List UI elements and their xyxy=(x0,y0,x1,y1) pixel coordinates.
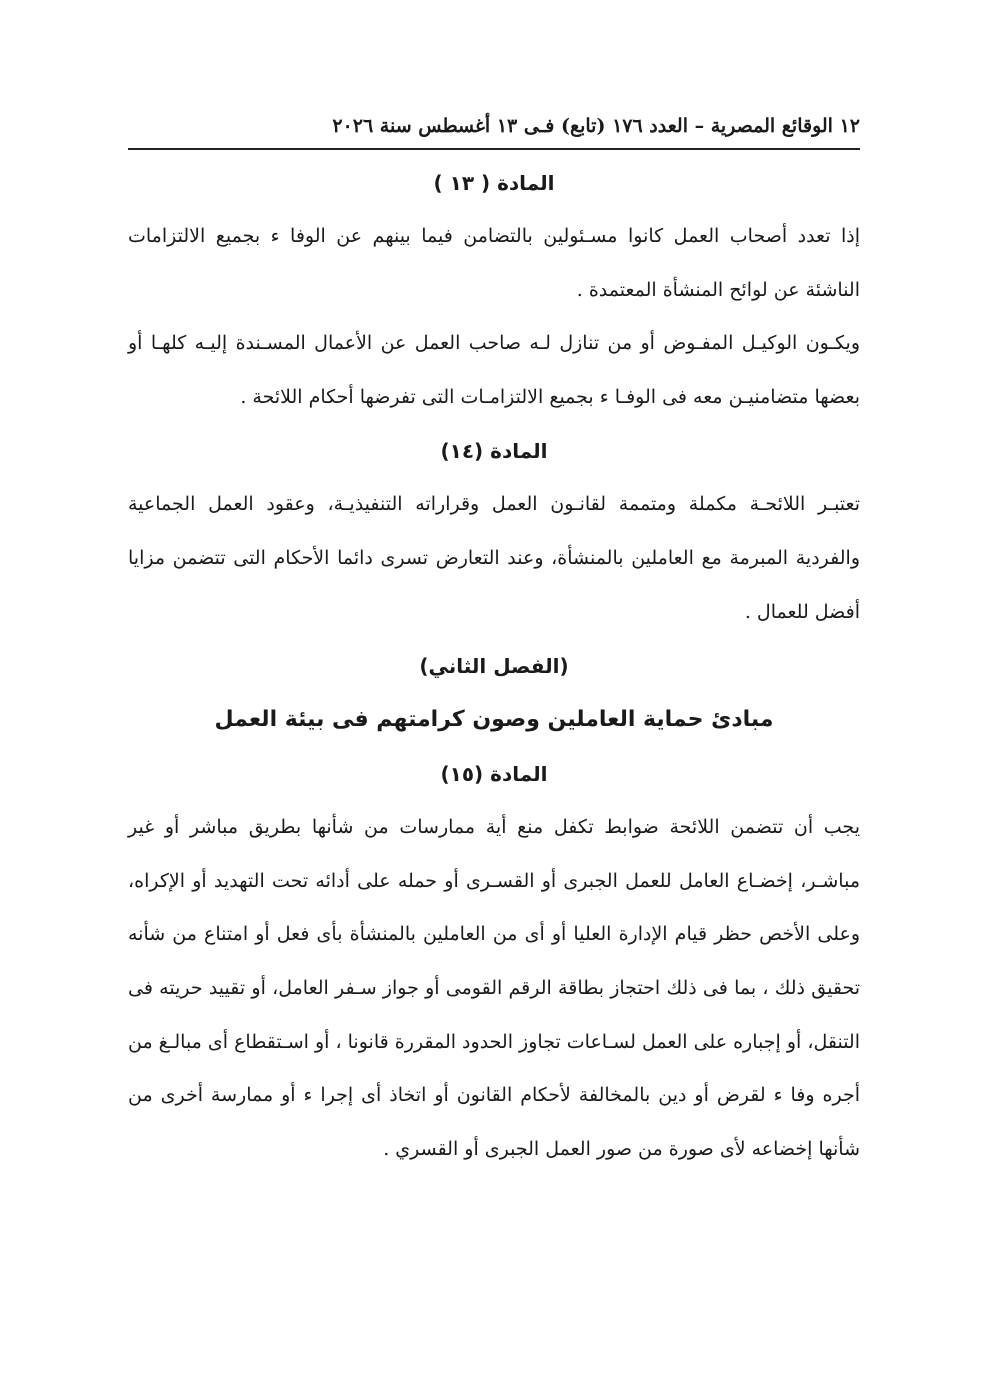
gazette-page xyxy=(128,100,860,1176)
chapter-title: (الفصل الثاني) xyxy=(419,654,569,679)
article-14-paragraph-1: تعتبـر اللائحـة مكملة ومتممة لقانـون العمل وقراراته التنفيذيـة، وعقود العمل الجماعية والفردية المبرمة مع العاملين بالمنشأة، وعند التعارض تسرى دائما الأحكام التى تتضمن مزايا أفضل للعمال . xyxy=(128,493,860,623)
article-15-paragraph-1: يجب أن تتضمن اللائحة ضوابط تكفل منع أية ممارسات من شأنها بطريق مباشر أو غير مباشـر، إخضـاع العامل للعمل الجبرى أو القسـرى أو حمله على أدائه تحت التهديد أو الإكراه، وعلى الأخص حظر قيام الإدارة العليا أو أى من العاملين بالمنشأة بأى فعل أو امتناع من شأنه تحقيق ذلك ، بما فى ذلك احتجاز بطاقة الرقم القومى أو جواز سـفر العامل، أو تقييد حريته فى التنقل، أو إجباره على العمل لسـاعات تجاوز الحدود المقررة قانونا ، أو اسـتقطاع أى مبالـغ من أجره وفا ء لقرض أو دين بالمخالفة لأحكام القانون أو اتخاذ أى إجرا ء أو ممارسة أخرى من شأنها إخضاعه لأى صورة من صور العمل الجبرى أو القسري . xyxy=(128,816,860,1160)
article-14-title: المادة (١٤) xyxy=(440,439,548,464)
chapter-subtitle: مبادئ حماية العاملين وصون كرامتهم فى بيئة العمل xyxy=(214,707,774,733)
article-13-title: المادة ( ١٣ ) xyxy=(433,171,555,195)
running-header: ١٢ الوقائع المصرية – العدد ١٧٦ (تابع) فـى ١٣ أغسطس سنة ٢٠٢٦ xyxy=(128,100,860,150)
article-13-paragraph-1: إذا تعدد أصحاب العمل كانوا مسـئولين بالتضامن فيما بينهم عن الوفا ء بجميع الالتزامات الناشئة عن لوائح المنشأة المعتمدة . xyxy=(128,225,861,301)
article-15-title: المادة (١٥) xyxy=(440,762,548,787)
article-13-paragraph-2: ويكـون الوكيـل المفـوض أو من تنازل لـه صاحب العمل عن الأعمال المسـندة إليـه كلهـا أو بعضها متضامنيـن معه فى الوفـا ء بجميع الالتزامـات التى تفرضها أحكام اللائحة . xyxy=(128,332,860,408)
